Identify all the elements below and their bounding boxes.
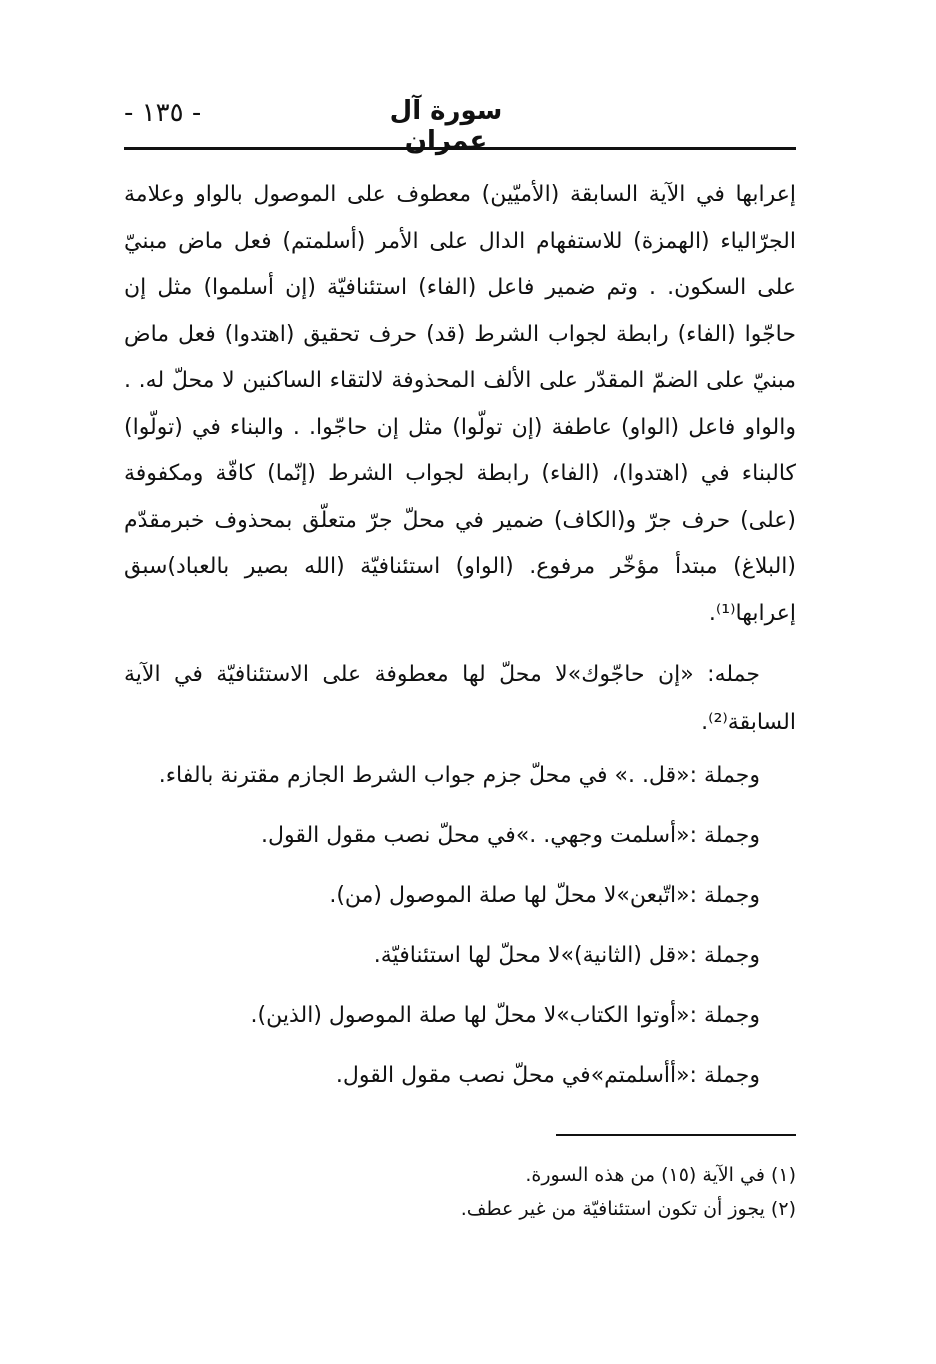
sentence-item: وجملة :«أأسلمتم»في محلّ نصب مقول القول.: [335, 1063, 760, 1088]
sentence-item: وجملة :«أسلمت وجهي. .»في محلّ نصب مقول القول.: [261, 823, 760, 848]
footnote-divider: [556, 1134, 796, 1136]
grammar-paragraph: إعرابها في الآية السابقة (الأميّين) معطوف على الموصول بالواو وعلامة الجرّالياء (الهمزة) للاستفهام الدال على الأمر (أسلمتم) فعل ماض مبنيّ على السكون. . وتم ضمير فاعل (الفاء) استئنافيّة (إن أسلموا) مثل إن حاجّوا (الفاء) رابطة لجواب الشرط (قد) حرف تحقيق (اهتدوا) فعل ماض مبنيّ على الضمّ المقدّر على الألف المحذوفة لالتقاء الساكنين لا محلّ له. . والواو فاعل (الواو) عاطفة (إن تولّوا) مثل إن حاجّوا. . والبناء في (تولّوا) كالبناء في (اهتدوا)، (الفاء) رابطة لجواب الشرط (إنّما) كافّة ومكفوفة (على) حرف جرّ و(الكاف) ضمير في محلّ جرّ متعلّق بمحذوف خبرمقدّم (البلاغ) مبتدأ مؤخّر مرفوع. (الواو) استئنافيّة (الله بصير بالعباد)سبق إعرابها⁽¹⁾.: [124, 182, 796, 626]
footnote-1: (١) في الآية (١٥) من هذه السورة.: [525, 1164, 796, 1186]
sentence-item: وجملة :«أوتوا الكتاب»لا محلّ لها صلة الموصول (الذين).: [250, 1003, 760, 1028]
footnotes: [124, 1158, 796, 1226]
sentences-intro-paragraph: جمله: «إن حاجّوك»لا محلّ لها معطوفة على الاستئنافيّة في الآية السابقة⁽²⁾.: [124, 662, 796, 735]
header-divider: [124, 147, 796, 150]
sentence-item: وجملة :«قل. .» في محلّ جزم جواب الشرط الجازم مقترنة بالفاء.: [158, 763, 760, 788]
page-header: [124, 96, 796, 156]
main-text: [124, 172, 796, 747]
sentence-item: وجملة :«اتّبعن»لا محلّ لها صلة الموصول (من).: [329, 883, 760, 908]
surah-title: سورة آل عمران: [389, 96, 503, 156]
page-number: - ١٣٥ -: [124, 98, 202, 128]
footnote-2: (٢) يجوز أن تكون استئنافيّة من غير عطف.: [460, 1198, 796, 1220]
sentence-item: وجملة :«قل (الثانية)»لا محلّ لها استئنافيّة.: [373, 943, 760, 968]
sentence-list: [124, 746, 796, 1106]
